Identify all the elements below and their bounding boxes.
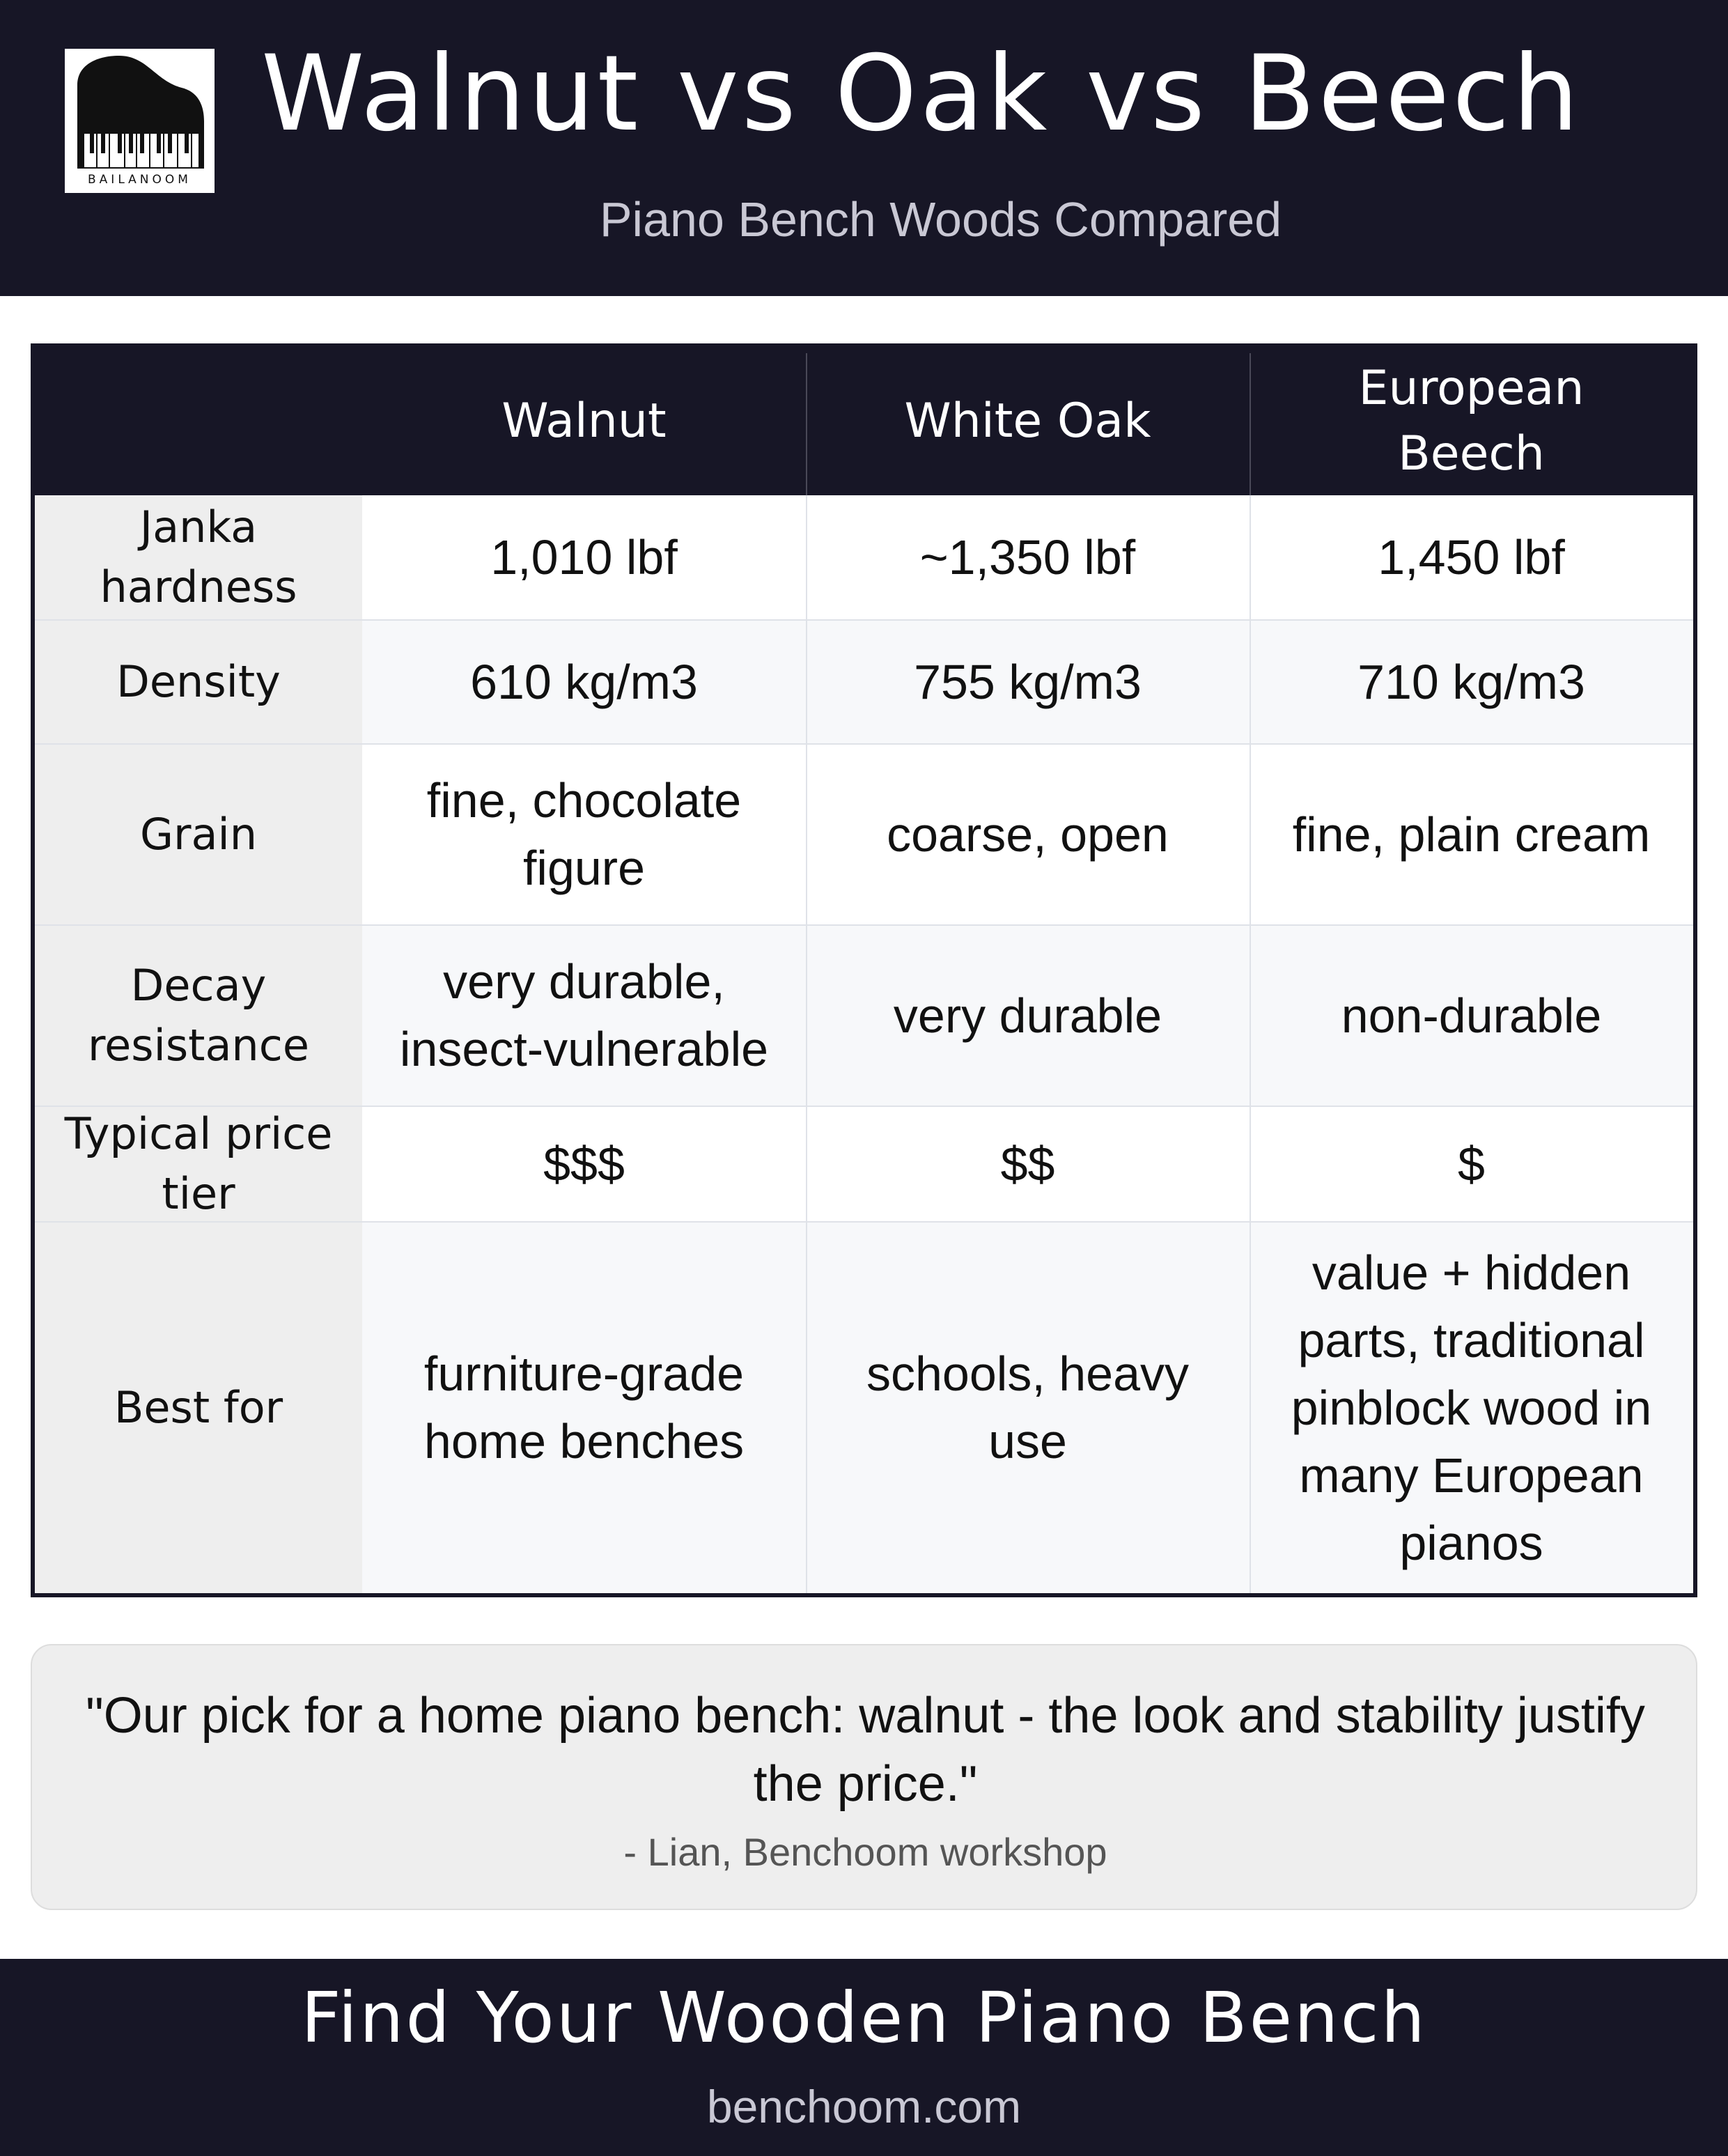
row-label: Janka hardness: [35, 495, 362, 619]
column-divider: [1250, 1223, 1251, 1593]
table-cell: 610 kg/m3: [362, 621, 806, 743]
table-row: [35, 1221, 1693, 1593]
table-cell: ~1,350 lbf: [806, 495, 1250, 619]
brand-name: BAILANOOM: [88, 173, 192, 187]
quote-callout: [31, 1644, 1697, 1910]
column-divider: [806, 745, 807, 924]
table-cell: $$$: [362, 1107, 806, 1221]
row-label: Density: [35, 621, 362, 743]
column-header-white-oak: White Oak: [904, 394, 1151, 449]
column-divider: [1250, 495, 1251, 619]
table-row: [35, 495, 1693, 619]
row-label: Typical price tier: [35, 1107, 362, 1221]
footer-link[interactable]: benchoom.com: [706, 2081, 1022, 2132]
table-cell: coarse, open: [806, 745, 1250, 924]
table-row: [35, 619, 1693, 743]
column-divider: [806, 1107, 807, 1221]
table-cell: $: [1250, 1107, 1693, 1221]
page-footer: [0, 1959, 1728, 2156]
table-cell: fine, chocolate figure: [362, 745, 806, 924]
table-cell: 710 kg/m3: [1250, 621, 1693, 743]
brand-logo[interactable]: [65, 49, 215, 193]
column-header-walnut: Walnut: [501, 394, 667, 449]
quote-author: - Lian, Benchoom workshop: [623, 1830, 1107, 1874]
table-cell: furniture-grade home benches: [362, 1223, 806, 1593]
table-row: [35, 743, 1693, 924]
column-divider: [806, 495, 807, 619]
table-row: [35, 1106, 1693, 1221]
table-cell: fine, plain cream: [1250, 745, 1693, 924]
column-divider: [1250, 1107, 1251, 1221]
row-label: Best for: [35, 1223, 362, 1593]
footer-title: Find Your Wooden Piano Bench: [301, 1977, 1427, 2058]
table-cell: 1,450 lbf: [1250, 495, 1693, 619]
table-cell: 1,010 lbf: [362, 495, 806, 619]
table-cell: very durable, insect-vulnerable: [362, 926, 806, 1106]
column-divider: [806, 621, 807, 743]
page-subtitle: Piano Bench Woods Compared: [599, 192, 1282, 247]
column-divider: [1250, 745, 1251, 924]
page-title: Walnut vs Oak vs Beech: [261, 33, 1582, 155]
table-cell: schools, heavy use: [806, 1223, 1250, 1593]
row-label: Grain: [35, 745, 362, 924]
quote-text: "Our pick for a home piano bench: walnut - the look and stability justify the price.": [86, 1688, 1645, 1812]
column-divider: [1250, 621, 1251, 743]
table-cell: value + hidden parts, traditional pinblock wood in many European pianos: [1250, 1223, 1693, 1593]
column-header-blank: [35, 348, 362, 495]
column-divider: [1250, 926, 1251, 1106]
table-cell: non-durable: [1250, 926, 1693, 1106]
comparison-table: [31, 343, 1697, 1597]
table-header: [35, 348, 1693, 495]
column-divider: [806, 926, 807, 1106]
column-header-european-beech: European Beech: [1358, 361, 1585, 481]
page-header: [0, 0, 1728, 296]
table-cell: very durable: [806, 926, 1250, 1106]
table-cell: $$: [806, 1107, 1250, 1221]
table-row: [35, 924, 1693, 1106]
row-label: Decay resistance: [35, 926, 362, 1106]
table-cell: 755 kg/m3: [806, 621, 1250, 743]
grand-piano-icon: [65, 49, 215, 193]
column-divider: [806, 1223, 807, 1593]
